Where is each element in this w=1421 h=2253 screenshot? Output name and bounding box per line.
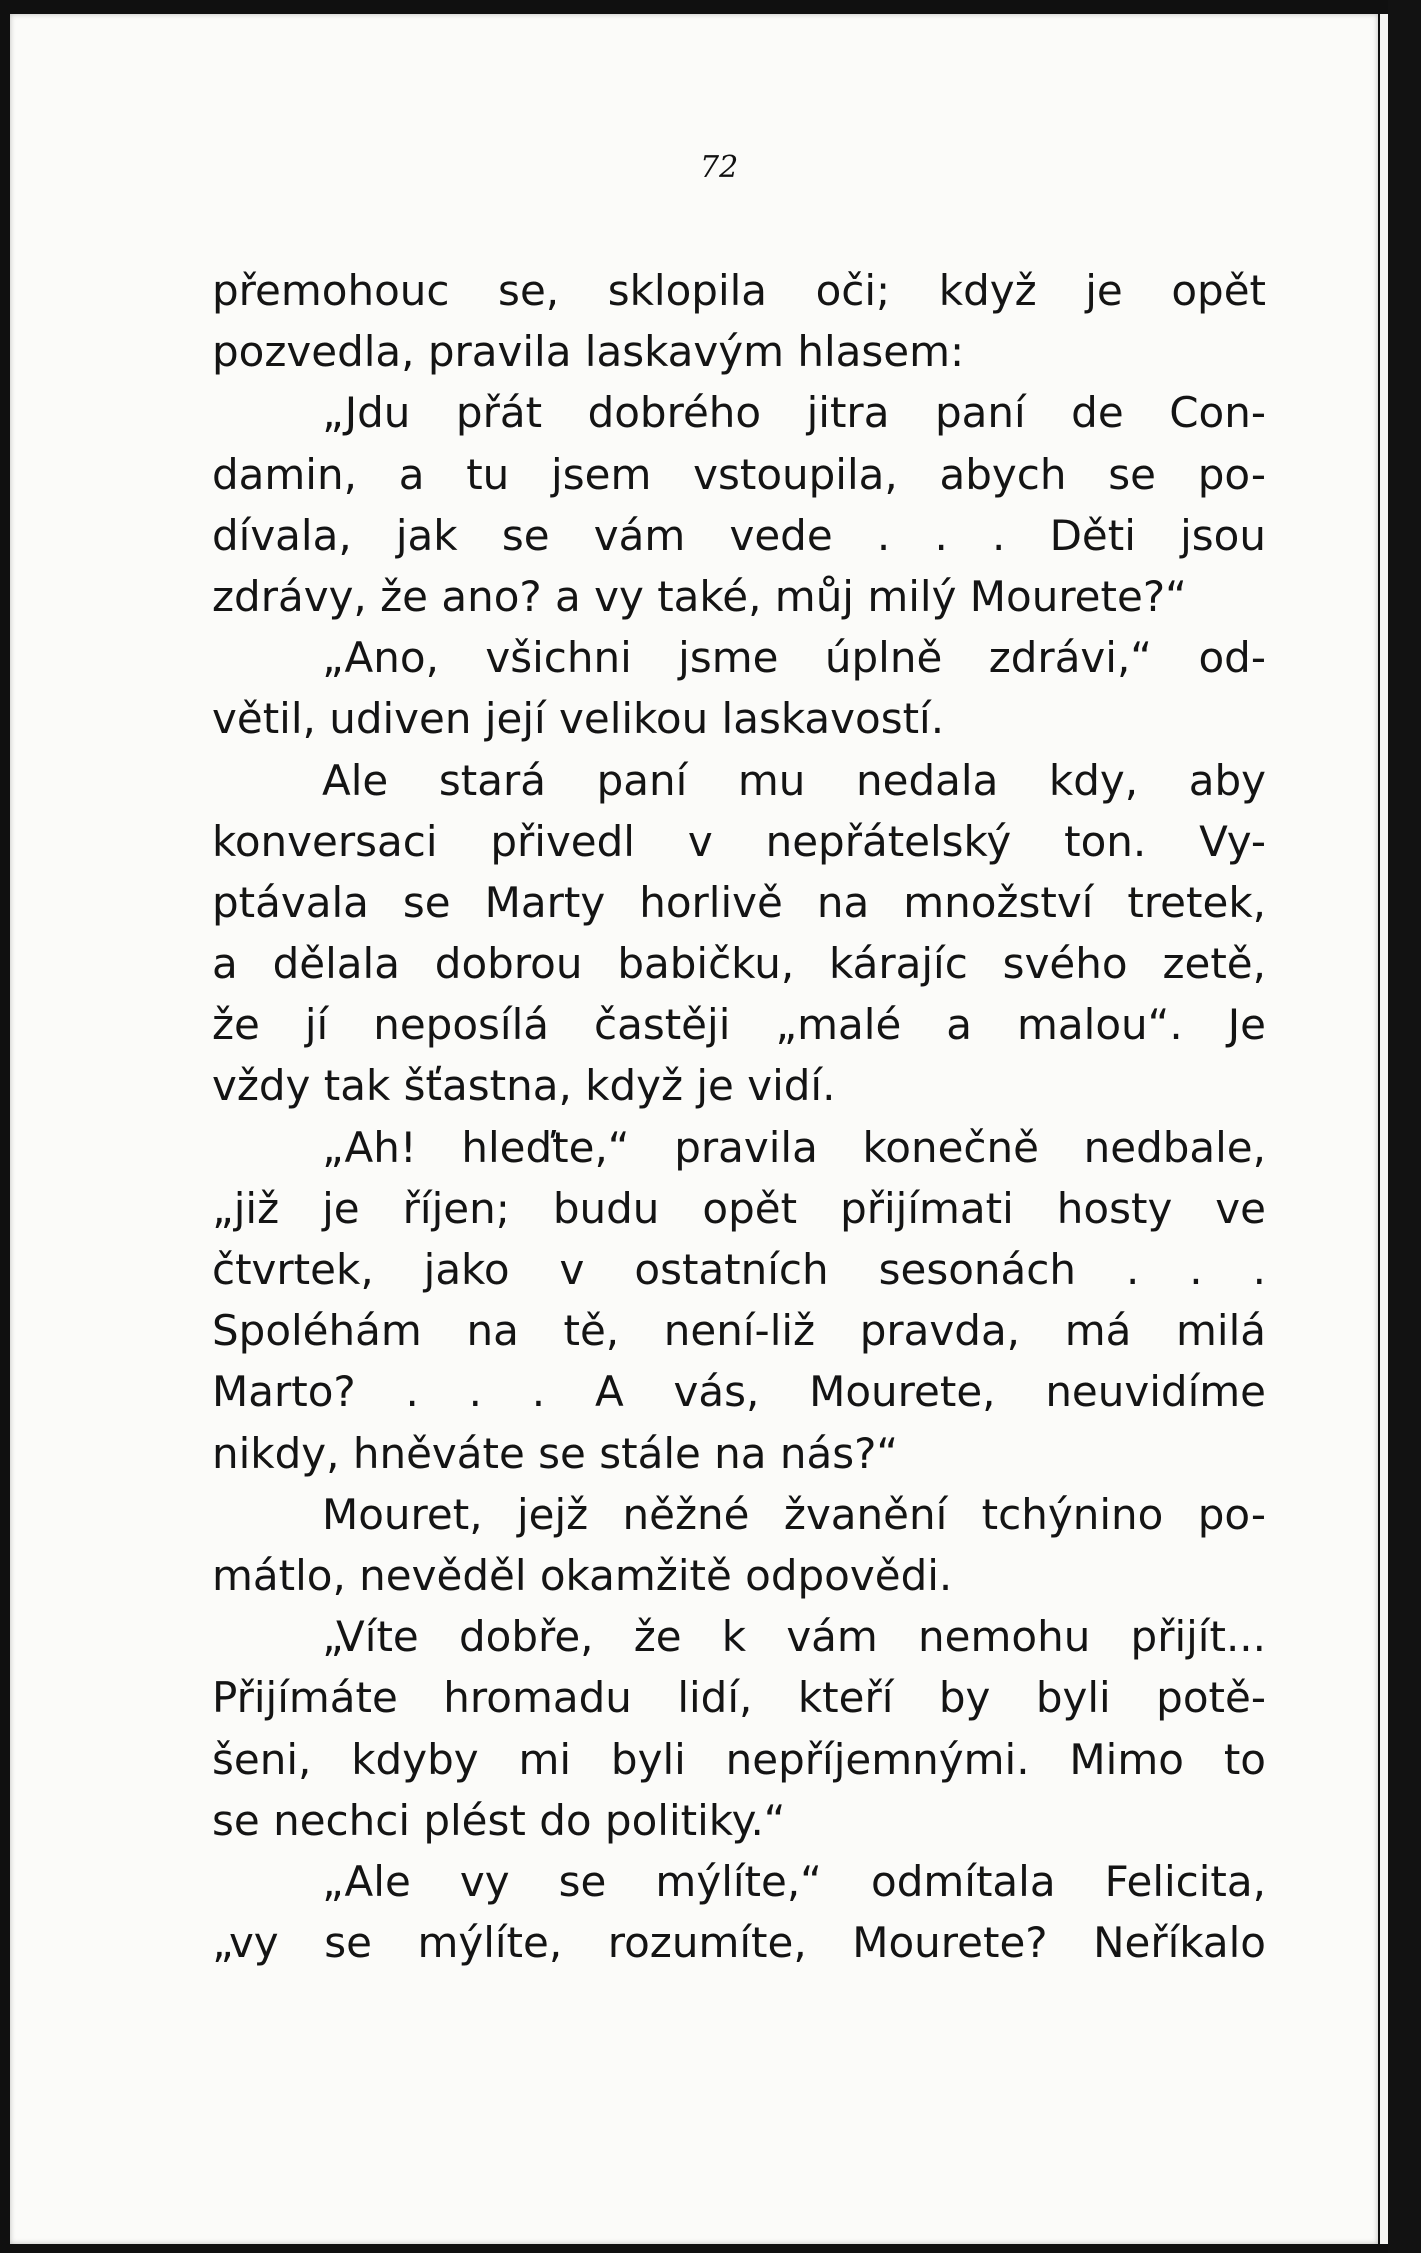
text-line: že jí neposílá častěji „malé a malou“. Je [212, 1000, 1266, 1050]
text-line: „Jdu přát dobrého jitra paní de Con- [322, 388, 1266, 438]
text-line: dívala, jak se vám vede . . . Děti jsou [212, 510, 1266, 560]
text-line: větil, udiven její velikou laskavostí. [212, 694, 945, 744]
text-line: „vy se mýlíte, rozumíte, Mourete? Neříkalo [212, 1918, 1266, 1968]
text-line: čtvrtek, jako v ostatních sesonách . . . [212, 1245, 1266, 1294]
text-line: vždy tak šťastna, když je vidí. [212, 1061, 836, 1111]
body-text [212, 260, 1266, 1973]
text-line: „Ah! hleďte,“ pravila konečně nedbale, [322, 1122, 1266, 1172]
text-line: Mouret, jejž něžné žvanění tchýnino po- [322, 1489, 1266, 1539]
text-line: Přijímáte hromadu lidí, kteří by byli potě- [212, 1673, 1266, 1723]
page-number: 72 [700, 150, 739, 185]
text-line: ptávala se Marty horlivě na množství tretek, [212, 877, 1266, 927]
text-line: a dělala dobrou babičku, kárajíc svého zetě, [212, 939, 1266, 989]
text-line: nikdy, hněváte se stále na nás?“ [212, 1428, 899, 1478]
text-line: Marto? . . . A vás, Mourete, neuvidíme [212, 1367, 1266, 1417]
text-line: „Víte dobře, že k vám nemohu přijít... [322, 1612, 1266, 1662]
text-line: Spoléhám na tě, není-liž pravda, má milá [212, 1306, 1266, 1356]
text-line: šeni, kdyby mi byli nepříjemnými. Mimo to [212, 1734, 1266, 1784]
text-line: „již je říjen; budu opět přijímati hosty ve [212, 1183, 1266, 1233]
text-line: konversaci přivedl v nepřátelský ton. Vy- [212, 816, 1266, 866]
page-edge [1380, 14, 1388, 2244]
text-line: „Ano, všichni jsme úplně zdrávi,“ od- [322, 633, 1266, 683]
text-line: damin, a tu jsem vstoupila, abych se po- [212, 449, 1266, 499]
text-line: zdrávy, že ano? a vy také, můj milý Mourete?“ [212, 571, 1187, 621]
text-line: Ale stará paní mu nedala kdy, aby [322, 755, 1266, 805]
text-line: pozvedla, pravila laskavým hlasem: [212, 327, 965, 377]
text-line: „Ale vy se mýlíte,“ odmítala Felicita, [322, 1856, 1266, 1906]
text-line: se nechci plést do politiky.“ [212, 1795, 786, 1845]
text-line: mátlo, nevěděl okamžitě odpovědi. [212, 1550, 953, 1600]
text-line: přemohouc se, sklopila oči; když je opět [212, 266, 1266, 315]
scanner-border [1388, 0, 1421, 2253]
